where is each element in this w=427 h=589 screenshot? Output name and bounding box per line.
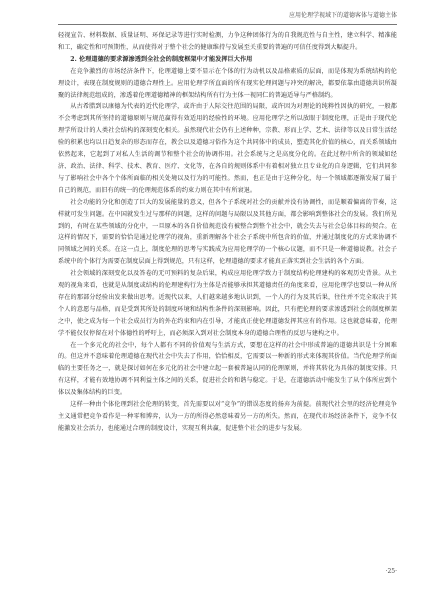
paragraph: 从古希腊到以康德为代表的近代伦理学，或许由于人际交往范围的局限，或许因为对理论的纯粹性因执的研究，一般都不会考虑到其所坚持的道德原则与规范赢得有效适用的经验性的环境。应用伦理学之所以放眼于制度伦理，正是由于现代伦理学所设计的人类社会结构的深刻变化相关。虽然现代社会仍有上述种种，宗教、形而上学、艺术、法律等以及日常生活经验的积累也均以日趋复杂的形态而存在，教会以及道德习俗作为这个共同体中的成员，塑造其化价值的核心，而关系领域由依然起来，它起到了对私人生活的调节和整个社会的协调作用。社会系统与之是高度分化的。在此过程中所含的领域如经济、政治、法律、科学、技术、教育、医疗、文化等，在各自的规则体系中有着相对独立且专业化的自身逻辑，它们共同参与了影响社会中各个个体所面临的相关处境以及行为的可能性。然而，也正是由于这种分化，每一个领域都逐渐发展了属于自己的规范，而旧有的统一的伦理规范体系的约束力则在其中有所衰退。 — [58, 103, 397, 194]
page-number: ·25· — [385, 568, 397, 575]
header-rule — [58, 24, 397, 25]
body-text — [58, 30, 397, 435]
paragraph: 这样一种由个体伦理到社会伦理的转变，首先需要以对“竞争”的错误态度的扬弃为前提。前现代社会里的经济伦理竞争主义通常把竞争看作是一种零和博弈，认为一方的所得必然意味着另一方的所失。然而，在现代市场经济条件下，竞争不仅能激发社会活力，也能通过合理的制度设计，实现互利共赢，促进整个社会的进步与发展。 — [58, 401, 397, 432]
paragraph: 在竞争激烈的市场经济条件下，伦理道德上要不显示在个体的行为动机以及品格素质的层面，而是体现为系统结构的伦理设计，表现在制度规则的道德合理性上。应用伦理学所直面的所有现实伦理问题与冲突的解决，都要依靠由道德共识所凝聚的法律规范组成的，渗透着伦理道德精神的框架结构所有行为主体一视同仁的普遍适导与严格制约。 — [58, 67, 397, 99]
paragraph: 在一个多元化的社会中，每个人都有不同的价值观与生活方式，要想在这样的社会中形成普遍的道德共识是十分困难的。但这并不意味着伦理道德在现代社会中失去了作用，恰恰相反，它需要以一种新的形式来体现其价值。当代伦理学所面临的主要任务之一，就是探讨如何在多元化的社会中建立起一套被普遍认同的伦理原则，并将其转化为具体的制度安排。只有这样，才能有效地协调不同利益主体之间的关系，促进社会的和谐与稳定。于是，在道德活动中能发生了从个体所应到个体以及集体结构的巨变。 — [58, 341, 397, 397]
paragraph: 社会功能的分化和创造了巨大的发展能量的意义，但各个子系统对社会的贡献并没有协调性，而是顺着偏离的节奏，这样就可发生问题。在中国就发生过与那样的问题，这样的问题与局限以及其他方面，都会影响到整体社会的发展。我们所见到的，有时在某些领域的分化中，一旦原本的各自价值规范没有被整合到整个社会中，就会失去与社会总体目标的契合。在这样的情况下，需要的恰恰是通过伦理学的视角，重新理解各个社会子系统中所包含的价值，并通过制度化的方式来协调不同领域之间的关系。在这一点上，制度伦理的思考与实践成为应用伦理学的一个核心议题，而不只是一种道德说教。社会子系统中的个体行为需要在制度层面上得到规范，只有这样，伦理道德的要求才能真正落实到社会生活的各个方面。 — [58, 198, 397, 266]
section-heading: 2. 伦理道德的要求源渗透到全社会的制度框架中才能发挥巨大作用 — [70, 55, 253, 63]
paragraph: 轻视宣告、材料数据、质量证明、环保记录等进行实时检测，力争这种团体行为的自我规范性与自主性，建立科学、精准能和工，确定性和可预期性，从而使得对于整个社会的健康维持与发展至关重要的普遍的可信任度得到大幅提升。 — [58, 32, 397, 51]
running-head: 应用伦理学视域下的道德客体与道德主体 — [288, 12, 397, 19]
paragraph: 社会领域的深刻变化以及答卷的无可预料的复杂后果，构成应用伦理学致力于制度结构伦理建构的客观历史背景。从主观的视角来看，也就是从制度或结构的伦理建构行为主体是否能够承担其道德责任的角度来看，应用伦理学也要以一种从所存在的那部分经验出发来做出思考。近现代以来，人们越来越多地认识到，一个人的行为及其后果，往往并不完全取决于其个人的意愿与品格，而是受到其所处的制度环境和结构性条件的深刻影响。因此，只有把伦理的要求渗透到社会的制度框架之中，使之成为每一个社会成员行为的外在约束和内在引导，才能真正使伦理道德发挥其应有的作用。这也就意味着，伦理学不能仅仅停留在对个体德性的呼吁上，而必须深入到对社会制度本身的道德合理性的反思与建构之中。 — [58, 270, 397, 337]
